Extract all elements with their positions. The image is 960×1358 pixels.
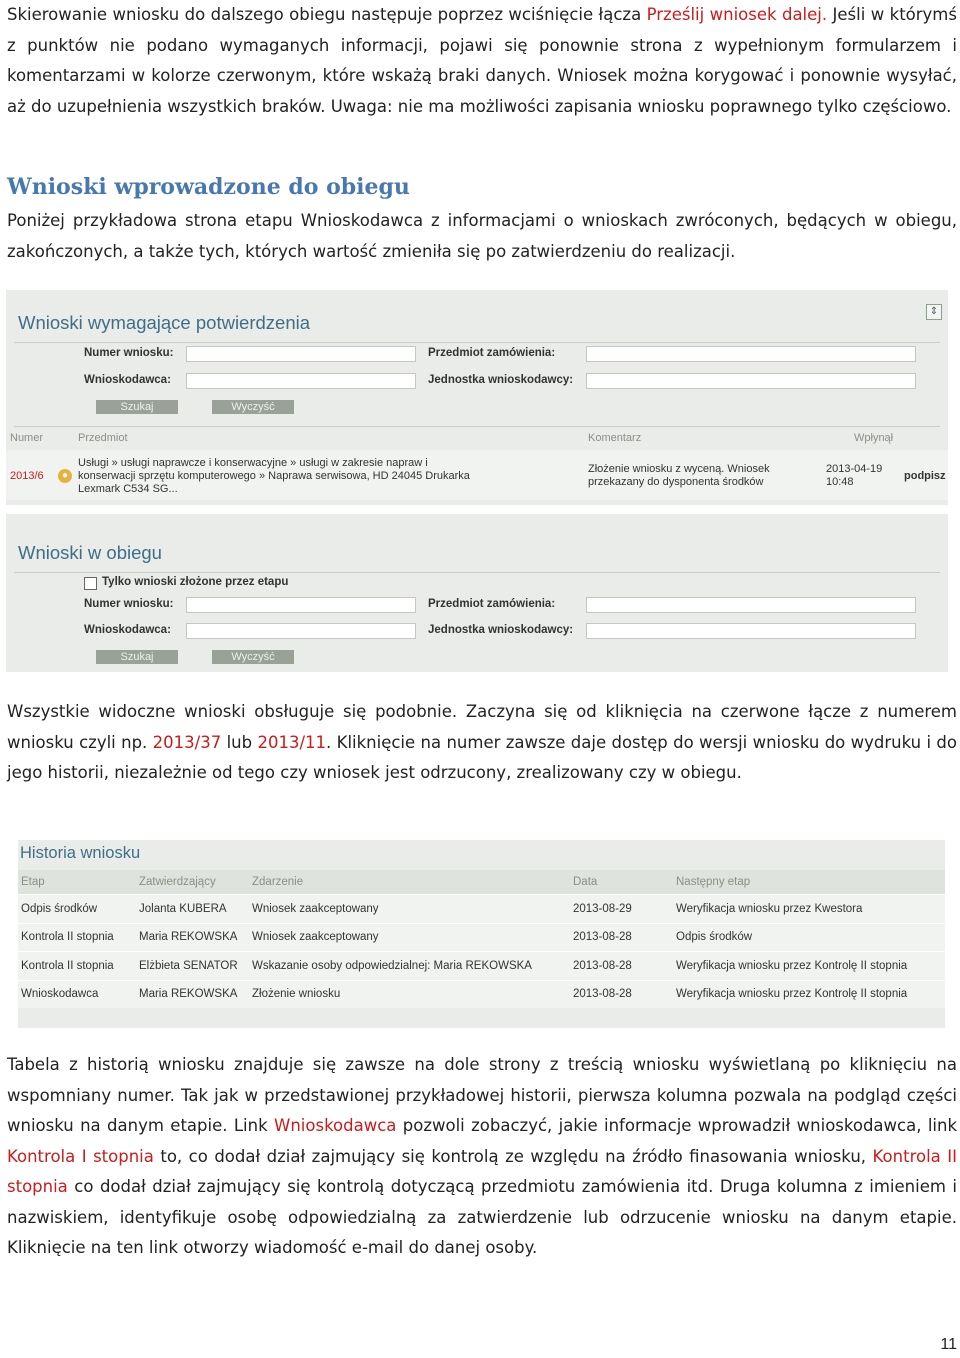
divider	[14, 572, 940, 573]
panel-pending-confirmation	[6, 290, 948, 505]
komentarz-line-1: Złożenie wniosku z wyceną. Wniosek	[588, 463, 770, 475]
col-etap: Etap	[18, 870, 136, 895]
usage-text-b: lub	[221, 732, 258, 752]
date-line-2: 10:48	[826, 476, 854, 488]
history-row	[18, 923, 945, 952]
date-cell: 2013-08-28	[570, 952, 673, 981]
wnioskodawca-input[interactable]	[186, 623, 416, 639]
intro-text-a: Skierowanie wniosku do dalszego obiegu następuje poprzez wciśnięcie łącza	[7, 5, 647, 24]
kontrola-i-stopnia-link[interactable]: Kontrola I stopnia	[7, 1146, 154, 1166]
date-cell: 2013-08-28	[570, 923, 673, 952]
intro-text-b: Jeśli w którymś z punktów nie podano wymaganych informacji, pojawi się ponownie strona z wypełnionym formularzem i komentarzami w kolorze czerwonym, które wskażą braki danych. Wniosek można korygować i ponownie wysyłać, aż do uzupełnienia wszystkich braków. Uwaga: nie ma możliwości zapisania wniosku poprawnego tylko częściowo.	[7, 5, 957, 116]
przedmiot-line-2: konserwacji sprzętu komputerowego » Naprawa serwisowa, HD 24045 Drukarka	[78, 470, 470, 482]
next-stage-cell: Weryfikacja wniosku przez Kwestora	[673, 895, 945, 924]
etap-link[interactable]: Wnioskodawca	[18, 980, 136, 1008]
date-cell: 2013-08-29	[570, 895, 673, 924]
history-text-d: co dodał dział zajmujący się kontrolą dotyczącą przedmiotu zamówienia itd. Druga kolumna z imieniem i nazwiskiem, identyfikuje osobę odpowiedzialną za zatwierdzenie lub odrzucenie wniosku na danym etapie. Kliknięcie na ten link otworzy wiadomość e-mail do danej osoby.	[7, 1177, 957, 1257]
intro-paragraph	[7, 0, 957, 122]
divider	[14, 342, 940, 343]
field-label-numer: Numer wniosku:	[84, 347, 174, 359]
event-cell: Złożenie wniosku	[249, 980, 570, 1008]
example-link-2013-11[interactable]: 2013/11	[257, 732, 327, 752]
date-cell: 2013-08-28	[570, 980, 673, 1008]
panel-title: Wnioski wymagające potwierdzenia	[18, 312, 311, 333]
field-label-przedmiot: Przedmiot zamówienia:	[428, 347, 556, 359]
request-number-link[interactable]: 2013/6	[10, 470, 44, 482]
collapse-icon[interactable]: ⇕	[926, 304, 942, 320]
history-explanation-paragraph	[7, 1050, 957, 1264]
event-cell: Wskazanie osoby odpowiedzialnej: Maria REKOWSKA	[249, 952, 570, 981]
event-cell: Wniosek zaakceptowany	[249, 895, 570, 924]
clear-button[interactable]: Wyczyść	[212, 400, 294, 414]
przedmiot-input[interactable]	[586, 597, 916, 613]
search-button[interactable]: Szukaj	[96, 400, 178, 414]
etap-link[interactable]: Odpis środków	[18, 895, 136, 924]
section-heading: Wnioski wprowadzone do obiegu	[7, 174, 410, 200]
wnioskodawca-input[interactable]	[186, 373, 416, 389]
approver-link[interactable]: Maria REKOWSKA	[136, 923, 249, 952]
jednostka-input[interactable]	[586, 623, 916, 639]
history-header-row	[18, 870, 945, 895]
next-stage-cell: Weryfikacja wniosku przez Kontrolę II stopnia	[673, 980, 945, 1008]
history-panel	[18, 840, 945, 1028]
approver-link[interactable]: Maria REKOWSKA	[136, 980, 249, 1008]
panel-in-circulation	[6, 514, 948, 672]
przedmiot-line-3: Lexmark C534 SG...	[78, 483, 178, 495]
numer-wniosku-input[interactable]	[186, 597, 416, 613]
jednostka-input[interactable]	[586, 373, 916, 389]
przedmiot-line-1: Usługi » usługi naprawcze i konserwacyjne » usługi w zakresie napraw i	[78, 457, 428, 469]
approver-link[interactable]: Elżbieta SENATOR	[136, 952, 249, 981]
next-stage-cell: Weryfikacja wniosku przez Kontrolę II stopnia	[673, 952, 945, 981]
etap-link[interactable]: Kontrola II stopnia	[18, 923, 136, 952]
column-header-wplynal: Wpłynął	[854, 432, 894, 444]
field-label-jednostka: Jednostka wnioskodawcy:	[428, 624, 574, 636]
column-header-numer: Numer	[10, 432, 44, 444]
wnioskodawca-link[interactable]: Wnioskodawca	[274, 1116, 397, 1135]
next-stage-cell: Odpis środków	[673, 923, 945, 952]
example-link-2013-37[interactable]: 2013/37	[152, 732, 222, 752]
column-header-przedmiot: Przedmiot	[78, 432, 128, 444]
field-label-wnioskodawca: Wnioskodawca:	[84, 374, 171, 386]
date-line-1: 2013-04-19	[826, 463, 883, 475]
history-text-b: pozwoli zobaczyć, jakie informacje wprowadził wnioskodawca, link	[396, 1116, 958, 1135]
sign-link[interactable]: podpisz	[904, 470, 946, 482]
description-paragraph: Poniżej przykładowa strona etapu Wnioskodawca z informacjami o wnioskach zwróconych, będących w obiegu, zakończonych, a także tych, których wartość zmieniła się po zatwierdzeniu do realizacji.	[7, 211, 957, 261]
col-zdarzenie: Zdarzenie	[249, 870, 570, 895]
przedmiot-input[interactable]	[586, 346, 916, 362]
history-text-a: Tabela z historią wniosku znajduje się zawsze na dole strony z treścią wniosku wyświetlaną po kliknięciu na wspomniany numer. Tak jak w przedstawionej przykładowej historii, pierwsza kolumna pozwala na podgląd części wniosku na danym etapie. Link	[7, 1055, 957, 1135]
field-label-numer: Numer wniosku:	[84, 598, 174, 610]
komentarz-line-2: przekazany do dysponenta środków	[588, 476, 764, 488]
table-row	[6, 450, 948, 500]
history-title: Historia wniosku	[20, 844, 141, 862]
field-label-wnioskodawca: Wnioskodawca:	[84, 624, 171, 636]
only-own-checkbox[interactable]	[84, 577, 97, 590]
column-header-komentarz: Komentarz	[588, 432, 642, 444]
kontrola-ii-stopnia-link[interactable]: Kontrola II stopnia	[7, 1146, 958, 1196]
history-table	[18, 870, 945, 1008]
col-data: Data	[570, 870, 673, 895]
page-number: 11	[940, 1336, 957, 1353]
event-cell: Wniosek zaakceptowany	[249, 923, 570, 952]
search-button[interactable]: Szukaj	[96, 650, 178, 664]
history-text-c: to, co dodał dział zajmujący się kontrolą ze względu na źródło finasowania wniosku,	[153, 1146, 873, 1166]
przeslij-wniosek-link[interactable]: Prześlij wniosek dalej.	[646, 5, 828, 24]
usage-text-c: . Kliknięcie na numer zawsze daje dostęp do wersji wniosku do wydruku i do jego historii, niezależnie od tego czy wniosek jest odrzucony, zrealizowany czy w obiegu.	[7, 732, 957, 782]
divider	[14, 426, 940, 427]
field-label-przedmiot: Przedmiot zamówienia:	[428, 598, 556, 610]
history-row	[18, 895, 945, 924]
usage-paragraph	[7, 697, 957, 789]
history-row	[18, 952, 945, 981]
panel-title: Wnioski w obiegu	[18, 542, 162, 563]
status-icon: ●	[58, 469, 72, 483]
numer-wniosku-input[interactable]	[186, 346, 416, 362]
checkbox-label: Tylko wnioski złożone przez etapu	[102, 576, 289, 588]
usage-text-a: Wszystkie widoczne wnioski obsługuje się podobnie. Zaczyna się od kliknięcia na czerwone łącze z numerem wniosku czyli np.	[7, 702, 957, 752]
approver-link[interactable]: Jolanta KUBERA	[136, 895, 249, 924]
field-label-jednostka: Jednostka wnioskodawcy:	[428, 374, 574, 386]
col-zatwierdzajacy: Zatwierdzający	[136, 870, 249, 895]
clear-button[interactable]: Wyczyść	[212, 650, 294, 664]
history-row	[18, 980, 945, 1008]
col-nastepny-etap: Następny etap	[673, 870, 945, 895]
etap-link[interactable]: Kontrola II stopnia	[18, 952, 136, 981]
